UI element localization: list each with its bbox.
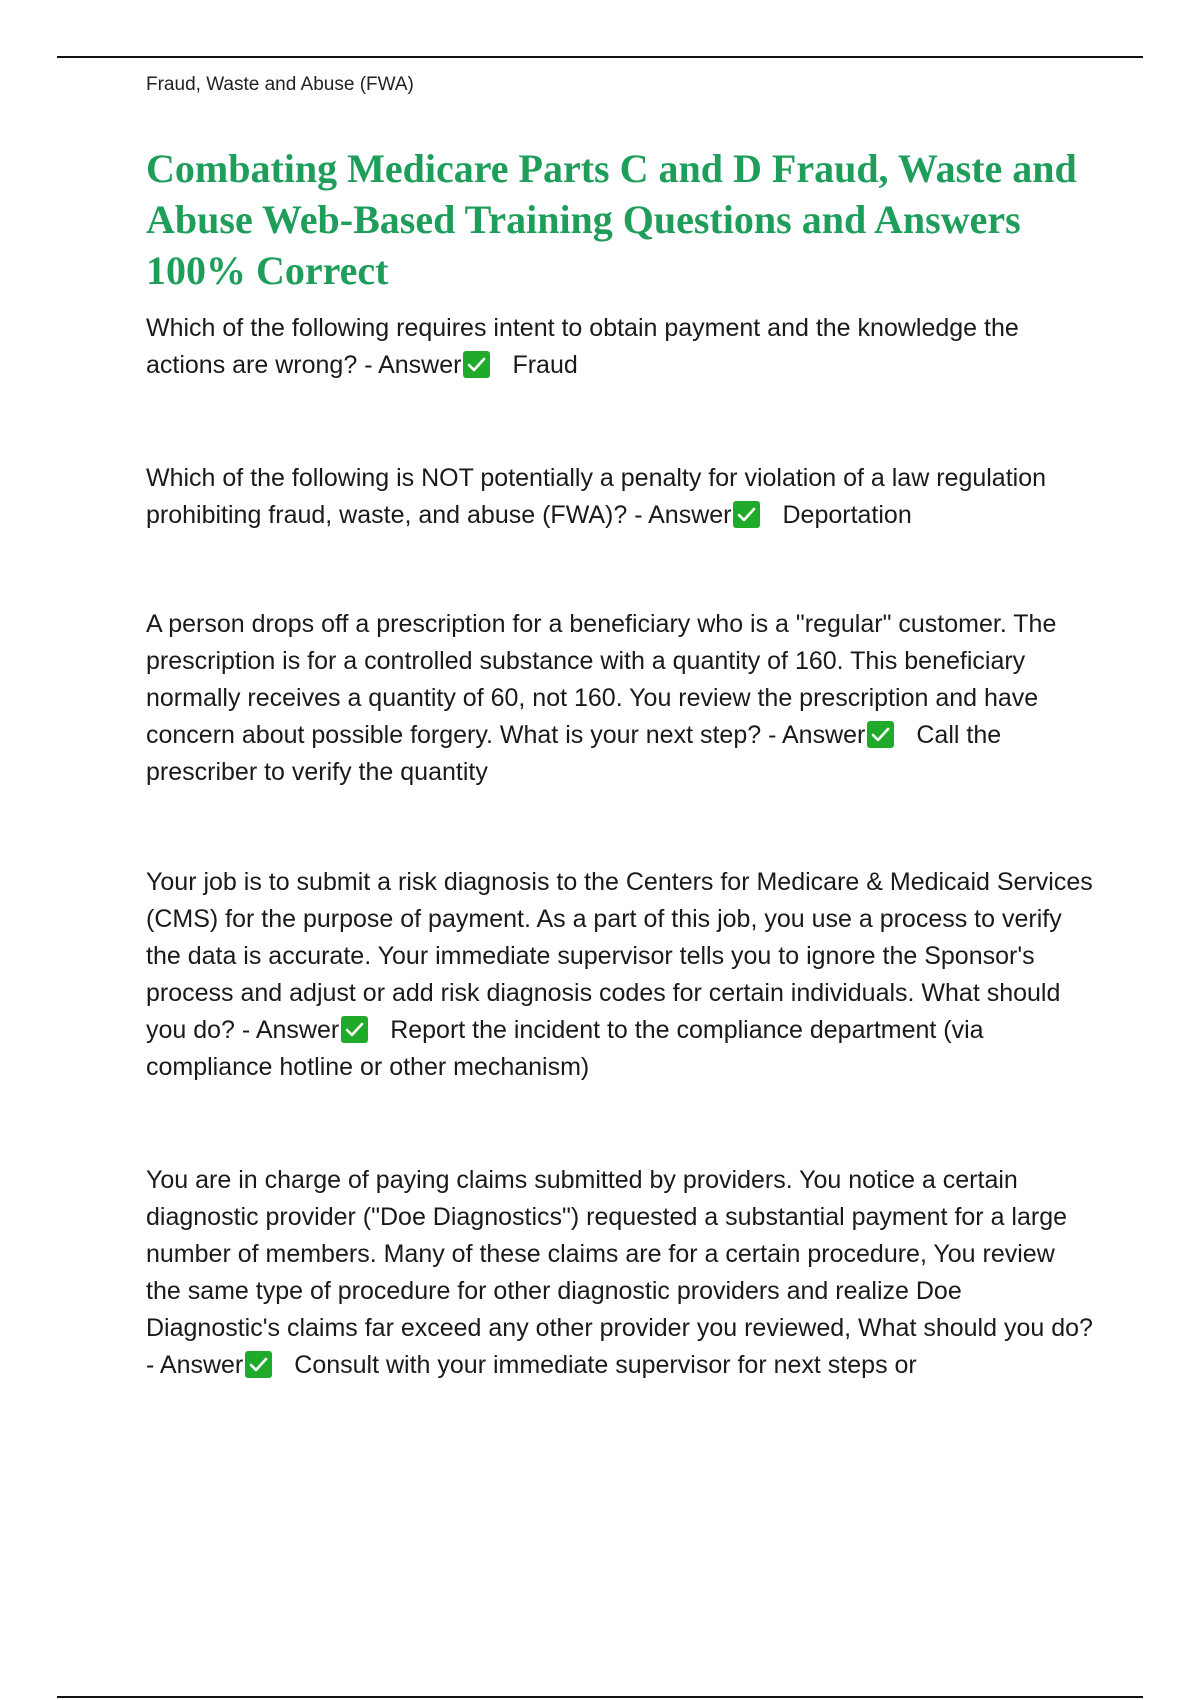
question-text: You are in charge of paying claims submitted by providers. You notice a certain diagnostic provider ("Doe Diagnostics") requested a substantial payment for a large number of members. Many of these claims are for a certain procedure, You review the same type of procedure for other diagnostic providers and realize Doe Diagnostic's claims far exceed any other provider you reviewed, What should you do? bbox=[146, 1166, 1093, 1342]
answer-prefix: - Answer bbox=[768, 721, 866, 749]
check-mark-icon bbox=[341, 1016, 368, 1043]
running-header: Fraud, Waste and Abuse (FWA) bbox=[146, 74, 414, 95]
question-text: Your job is to submit a risk diagnosis to the Centers for Medicare & Medicaid Services (CMS) for the purpose of payment. As a part of this job, you use a process to verify the data is accurate. Your immediate supervisor tells you to ignore the Sponsor's process and adjust or add risk diagnosis codes for certain individuals. What should you do? bbox=[146, 868, 1093, 1044]
question-text: Which of the following is NOT potentially a penalty for violation of a law regulation prohibiting fraud, waste, and abuse (FWA)? bbox=[146, 464, 1047, 529]
answer-text: Consult with your immediate supervisor for next steps or bbox=[294, 1351, 917, 1379]
qa-item bbox=[146, 606, 1096, 791]
check-mark-icon bbox=[463, 351, 490, 378]
bottom-rule bbox=[57, 1696, 1143, 1698]
document-title: Combating Medicare Parts C and D Fraud, Waste and Abuse Web-Based Training Questions and Answers 100% Correct bbox=[146, 146, 1077, 293]
qa-item bbox=[146, 1162, 1096, 1384]
qa-item bbox=[146, 460, 1096, 534]
qa-item bbox=[146, 864, 1096, 1086]
answer-text: Call the prescriber to verify the quantity bbox=[146, 721, 1002, 786]
qa-item bbox=[146, 310, 1096, 384]
question-text: Which of the following requires intent to obtain payment and the knowledge the actions are wrong? bbox=[146, 314, 1019, 379]
answer-text: Report the incident to the compliance department (via compliance hotline or other mechanism) bbox=[146, 1016, 984, 1081]
check-mark-icon bbox=[245, 1351, 272, 1378]
answer-prefix: - Answer bbox=[146, 1351, 244, 1379]
answer-prefix: - Answer bbox=[634, 501, 732, 529]
answer-prefix: - Answer bbox=[241, 1016, 340, 1044]
top-rule bbox=[57, 56, 1143, 58]
question-text: A person drops off a prescription for a beneficiary who is a "regular" customer. The prescription is for a controlled substance with a quantity of 160. This beneficiary normally receives a quantity of 60, not 160. You review the prescription and have concern about possible forgery. What is your next step? bbox=[146, 610, 1057, 749]
check-mark-icon bbox=[733, 501, 760, 528]
answer-text: Fraud bbox=[512, 351, 578, 379]
check-mark-icon bbox=[867, 721, 894, 748]
answer-text: Deportation bbox=[782, 501, 912, 529]
answer-prefix: - Answer bbox=[364, 351, 462, 379]
